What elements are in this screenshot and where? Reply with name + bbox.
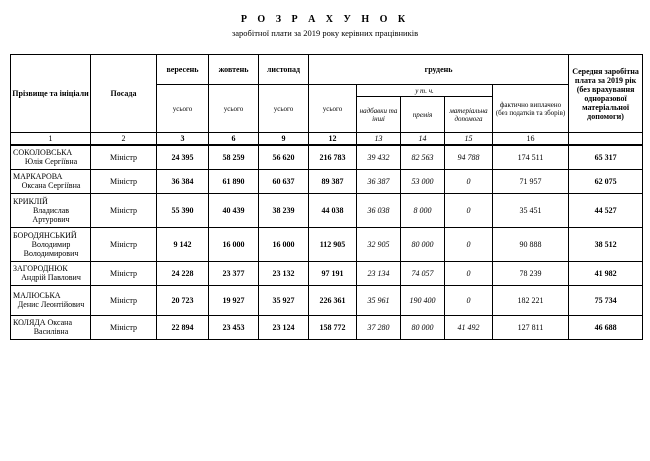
document-title: Р О З Р А Х У Н О К [240,14,410,25]
december-bonus: 190 400 [401,285,445,315]
november-total: 23 124 [259,315,309,339]
october-total: 19 927 [209,285,259,315]
average-salary: 46 688 [569,315,643,339]
table-row [11,169,643,193]
header-oct-total: усього [209,85,259,133]
december-allowances: 39 432 [357,145,401,169]
december-aid: 0 [445,227,493,261]
col-number: 15 [445,133,493,146]
header-including: у т. ч. [357,85,493,97]
col-number: 16 [493,133,569,146]
december-aid: 0 [445,285,493,315]
employee-name [11,193,91,227]
october-total: 61 890 [209,169,259,193]
employee-name-line: Оксана Сергіївна [21,181,81,190]
col-number: 2 [91,133,157,146]
december-aid: 94 788 [445,145,493,169]
september-total: 20 723 [157,285,209,315]
col-number [569,133,643,146]
december-paid: 174 511 [493,145,569,169]
col-number: 14 [401,133,445,146]
col-number: 3 [157,133,209,146]
employee-name [11,285,91,315]
december-paid: 90 888 [493,227,569,261]
december-bonus: 74 057 [401,261,445,285]
november-total: 23 132 [259,261,309,285]
december-total: 158 772 [309,315,357,339]
employee-name [11,169,91,193]
position-cell: Міністр [91,315,157,339]
december-allowances: 37 280 [357,315,401,339]
document-subtitle: заробітної плати за 2019 року керівних працівників [231,28,419,38]
november-total: 38 239 [259,193,309,227]
position-cell: Міністр [91,169,157,193]
september-total: 36 384 [157,169,209,193]
november-total: 60 637 [259,169,309,193]
december-allowances: 36 038 [357,193,401,227]
employee-name-line: Володимирович [23,248,79,258]
header-name: Прізвище та ініціали [11,55,91,133]
table-row [11,227,643,261]
salary-table [10,54,643,340]
employee-name-line: БОРОДЯНСЬКИЙ [13,230,77,240]
position-cell: Міністр [91,193,157,227]
december-total: 112 905 [309,227,357,261]
december-aid: 0 [445,169,493,193]
employee-name-line: СОКОЛОВСЬКА [13,148,73,158]
position-cell: Міністр [91,261,157,285]
december-total: 44 038 [309,193,357,227]
september-total: 9 142 [157,227,209,261]
employee-name-line: Владислав [32,205,70,215]
employee-name-line: Андрій Павлович [21,273,81,282]
december-total: 216 783 [309,145,357,169]
header-average: Середня заробітна плата за 2019 рік (без врахування одноразової матеріальної допомоги) [569,55,643,133]
col-number: 6 [209,133,259,146]
december-allowances: 23 134 [357,261,401,285]
table-body [11,145,643,339]
position-cell: Міністр [91,145,157,169]
col-number: 1 [11,133,91,146]
december-bonus: 8 000 [401,193,445,227]
employee-name-line: МАРКАРОВА [13,172,63,181]
column-number-row [11,133,643,146]
december-paid: 182 221 [493,285,569,315]
november-total: 56 620 [259,145,309,169]
employee-name-line: Василівна [33,327,69,336]
december-bonus: 80 000 [401,315,445,339]
header-sep-total: усього [157,85,209,133]
average-salary: 75 734 [569,285,643,315]
col-number: 13 [357,133,401,146]
december-aid: 0 [445,261,493,285]
table-row [11,145,643,169]
employee-name [11,315,91,339]
december-allowances: 32 905 [357,227,401,261]
header-position: Посада [91,55,157,133]
december-paid: 35 451 [493,193,569,227]
december-aid: 41 492 [445,315,493,339]
employee-name [11,145,91,169]
header-september: вересень [157,55,209,85]
table-row [11,261,643,285]
october-total: 23 453 [209,315,259,339]
header-nov-total: усього [259,85,309,133]
header-allowances: надбавки та інші [357,97,401,133]
december-paid: 71 957 [493,169,569,193]
december-total: 89 387 [309,169,357,193]
december-allowances: 36 387 [357,169,401,193]
employee-name [11,227,91,261]
september-total: 22 894 [157,315,209,339]
october-total: 40 439 [209,193,259,227]
average-salary: 41 982 [569,261,643,285]
september-total: 24 228 [157,261,209,285]
employee-name-line: Денис Леонтійович [17,300,85,309]
december-total: 97 191 [309,261,357,285]
december-aid: 0 [445,193,493,227]
december-paid: 127 811 [493,315,569,339]
employee-name-line: КРИКЛІЙ [13,196,48,206]
col-number: 12 [309,133,357,146]
december-bonus: 53 000 [401,169,445,193]
september-total: 24 395 [157,145,209,169]
employee-name-line: Артурович [32,214,70,224]
header-aid: матеріальна допомога [445,97,493,133]
october-total: 16 000 [209,227,259,261]
average-salary: 44 527 [569,193,643,227]
position-cell: Міністр [91,285,157,315]
employee-name-line: Юлія Сергіївна [24,157,78,167]
september-total: 55 390 [157,193,209,227]
october-total: 58 259 [209,145,259,169]
employee-name-line: ЗАГОРОДНЮК [13,264,68,273]
average-salary: 65 317 [569,145,643,169]
position-cell: Міністр [91,227,157,261]
december-allowances: 35 961 [357,285,401,315]
december-bonus: 82 563 [401,145,445,169]
header-december: грудень [309,55,569,85]
december-bonus: 80 000 [401,227,445,261]
table-row [11,193,643,227]
employee-name-line: МАЛЮСЬКА [13,291,61,300]
table-row [11,315,643,339]
employee-name-line: Володимир [31,239,71,249]
november-total: 35 927 [259,285,309,315]
header-dec-total: усього [309,85,357,133]
average-salary: 62 075 [569,169,643,193]
table-row [11,285,643,315]
employee-name-line: КОЛЯДА Оксана [13,318,73,327]
col-number: 9 [259,133,309,146]
header-november: листопад [259,55,309,85]
header-october: жовтень [209,55,259,85]
december-paid: 78 239 [493,261,569,285]
header-bonus: премія [401,97,445,133]
october-total: 23 377 [209,261,259,285]
average-salary: 38 512 [569,227,643,261]
november-total: 16 000 [259,227,309,261]
header-paid: фактично виплачено (без податків та зборів) [493,85,569,133]
employee-name [11,261,91,285]
december-total: 226 361 [309,285,357,315]
